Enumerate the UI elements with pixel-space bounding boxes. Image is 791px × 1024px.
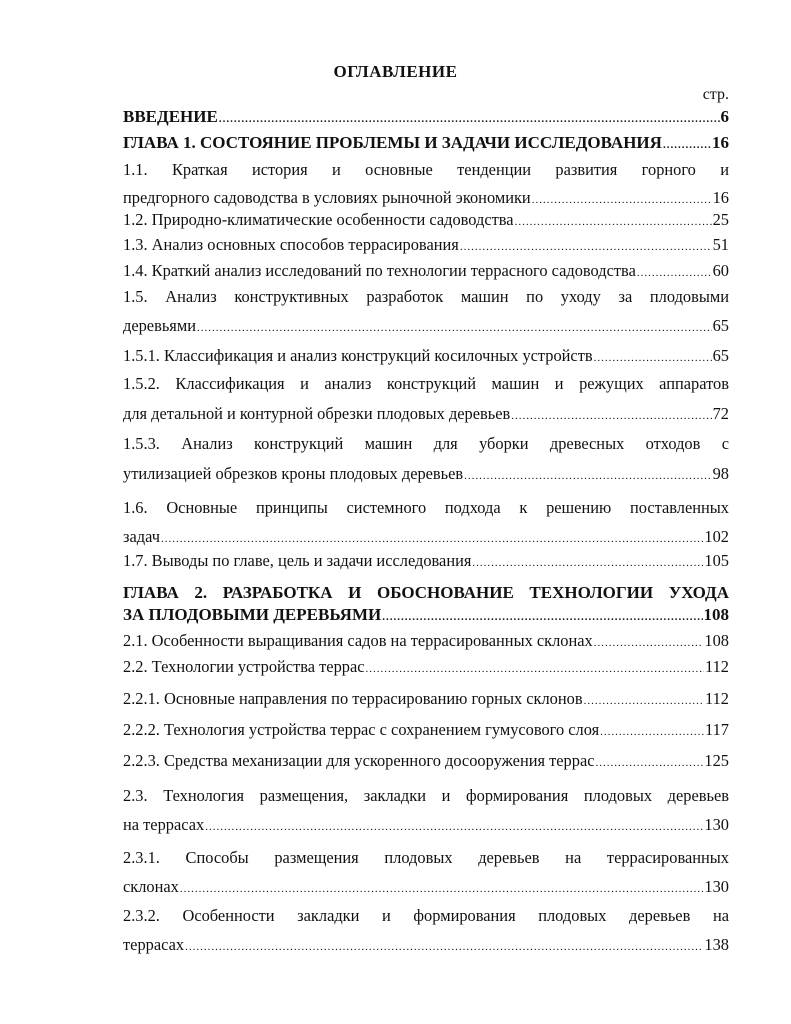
toc-entry-title-line: 2.3. Технология размещения, закладки и формирования плодовых деревьев — [123, 786, 729, 805]
dot-leader — [584, 689, 704, 713]
page-title: ОГЛАВЛЕНИЕ — [333, 62, 458, 81]
toc-entry-title: ЗА ПЛОДОВЫМИ ДЕРЕВЬЯМИ — [123, 605, 382, 624]
toc-entry-page: 108 — [704, 631, 729, 650]
toc-entry-chapter-2 — [123, 581, 729, 629]
toc-entry-1-5-2 — [123, 372, 729, 428]
toc-entry-page: 117 — [705, 720, 729, 739]
toc-entry-title-line: ГЛАВА 2. РАЗРАБОТКА И ОБОСНОВАНИЕ ТЕХНОЛОГИИ УХОДА — [123, 583, 729, 602]
toc-entry-title: для детальной и контурной обрезки плодовых деревьев — [123, 404, 511, 423]
toc-entry-page: 6 — [720, 107, 729, 126]
toc-entry-2-3 — [123, 784, 729, 839]
toc-entry-2-1 — [123, 629, 729, 655]
page-number-label: стр. — [702, 86, 729, 103]
toc-entry-page: 65 — [712, 316, 729, 335]
toc-entry-2-2-3 — [123, 749, 729, 775]
toc-entry-page: 105 — [704, 551, 729, 570]
toc-entry-page: 138 — [704, 935, 729, 954]
toc-entry-page: 25 — [712, 210, 729, 229]
dot-leader — [161, 527, 703, 551]
dot-leader — [382, 605, 702, 629]
toc-entry-title: склонах — [123, 877, 179, 896]
toc-entry-1-3 — [123, 233, 729, 259]
toc-entry-title: 1.5.1. Классификация и анализ конструкций косилочных устройств — [123, 346, 593, 365]
toc-entry-1-5 — [123, 285, 729, 340]
toc-entry-2-2-1 — [123, 687, 729, 713]
toc-entry-page: 16 — [712, 133, 729, 152]
toc-entry-title: задач — [123, 527, 160, 546]
toc-entry-title: утилизацией обрезков кроны плодовых деревьев — [123, 464, 464, 483]
toc-entry-1-1 — [123, 158, 729, 212]
dot-leader — [197, 316, 712, 340]
toc-entry-page: 125 — [704, 751, 729, 770]
dot-leader — [185, 935, 703, 959]
toc-entry-title-line: 2.3.2. Особенности закладки и формирования плодовых деревьев на — [123, 906, 729, 925]
toc-entry-page: 65 — [712, 346, 729, 365]
dot-leader — [366, 657, 704, 681]
toc-entry-title: 2.2.3. Средства механизации для ускоренного досооружения террас — [123, 751, 595, 770]
toc-entry-title-line: 1.5. Анализ конструктивных разработок машин по уходу за плодовыми — [123, 287, 729, 306]
toc-entry-title: деревьями — [123, 316, 196, 335]
toc-entry-title-line: 1.5.3. Анализ конструкций машин для уборки древесных отходов с — [123, 434, 729, 453]
toc-entry-1-6 — [123, 496, 729, 551]
toc-entry-1-7 — [123, 549, 729, 575]
toc-entry-1-4 — [123, 259, 729, 285]
toc-entry-title-line: 1.6. Основные принципы системного подхода к решению поставленных — [123, 498, 729, 517]
toc-entry-2-2 — [123, 655, 729, 681]
dot-leader — [600, 720, 704, 744]
toc-entry-title-line: 1.5.2. Классификация и анализ конструкций машин и режущих аппаратов — [123, 374, 729, 393]
toc-entry-page: 112 — [705, 689, 729, 708]
toc-entry-page: 51 — [712, 235, 729, 254]
toc-entry-page: 130 — [704, 877, 729, 896]
toc-entry-page: 130 — [704, 815, 729, 834]
toc-entry-title: предгорного садоводства в условиях рыночной экономики — [123, 188, 531, 207]
toc-entry-page: 102 — [704, 527, 729, 546]
dot-leader — [464, 464, 711, 488]
toc-entry-title: 2.1. Особенности выращивания садов на террасированных склонах — [123, 631, 593, 650]
toc-entry-page: 16 — [712, 188, 729, 207]
toc-entry-chapter-1 — [123, 131, 729, 157]
dot-leader — [205, 815, 703, 839]
dot-leader — [515, 210, 712, 234]
toc-entry-title: 1.4. Краткий анализ исследований по технологии террасного садоводства — [123, 261, 636, 280]
dot-leader — [460, 235, 712, 259]
dot-leader — [594, 631, 704, 655]
toc-entry-page: 112 — [705, 657, 729, 676]
toc-entry-title-line: 1.1. Краткая история и основные тенденции развития горного и — [123, 160, 729, 179]
toc-entry-title: 2.2.2. Технология устройства террас с сохранением гумусового слоя — [123, 720, 600, 739]
toc-entry-page: 72 — [712, 404, 729, 423]
toc-entry-title: 1.7. Выводы по главе, цель и задачи исследования — [123, 551, 472, 570]
dot-leader — [663, 133, 711, 157]
toc-entry-page: 60 — [712, 261, 729, 280]
toc-entry-title: ГЛАВА 1. СОСТОЯНИЕ ПРОБЛЕМЫ И ЗАДАЧИ ИССЛЕДОВАНИЯ — [123, 133, 662, 152]
toc-entry-introduction — [123, 105, 729, 131]
toc-entry-title: 2.2.1. Основные направления по террасированию горных склонов — [123, 689, 583, 708]
toc-entry-1-2 — [123, 208, 729, 234]
toc-entry-title: террасах — [123, 935, 185, 954]
dot-leader — [594, 346, 712, 370]
toc-entry-2-3-2 — [123, 904, 729, 959]
toc-entry-1-5-3 — [123, 432, 729, 488]
toc-entry-page: 108 — [703, 605, 729, 624]
dot-leader — [180, 877, 704, 901]
toc-entry-page: 98 — [712, 464, 729, 483]
toc-entry-title-line: 2.3.1. Способы размещения плодовых деревьев на террасированных — [123, 848, 729, 867]
dot-leader — [219, 107, 720, 131]
toc-entry-title: 1.3. Анализ основных способов террасирования — [123, 235, 459, 254]
toc-entry-2-3-1 — [123, 846, 729, 901]
dot-leader — [596, 751, 704, 775]
toc-entry-1-5-1 — [123, 344, 729, 370]
toc-entry-title: 2.2. Технологии устройства террас — [123, 657, 365, 676]
toc-entry-2-2-2 — [123, 718, 729, 744]
toc-entry-title: 1.2. Природно-климатические особенности садоводства — [123, 210, 514, 229]
dot-leader — [472, 551, 703, 575]
dot-leader — [637, 261, 712, 285]
toc-entry-title: на террасах — [123, 815, 205, 834]
dot-leader — [511, 404, 711, 428]
toc-entry-title: ВВЕДЕНИЕ — [123, 107, 218, 126]
